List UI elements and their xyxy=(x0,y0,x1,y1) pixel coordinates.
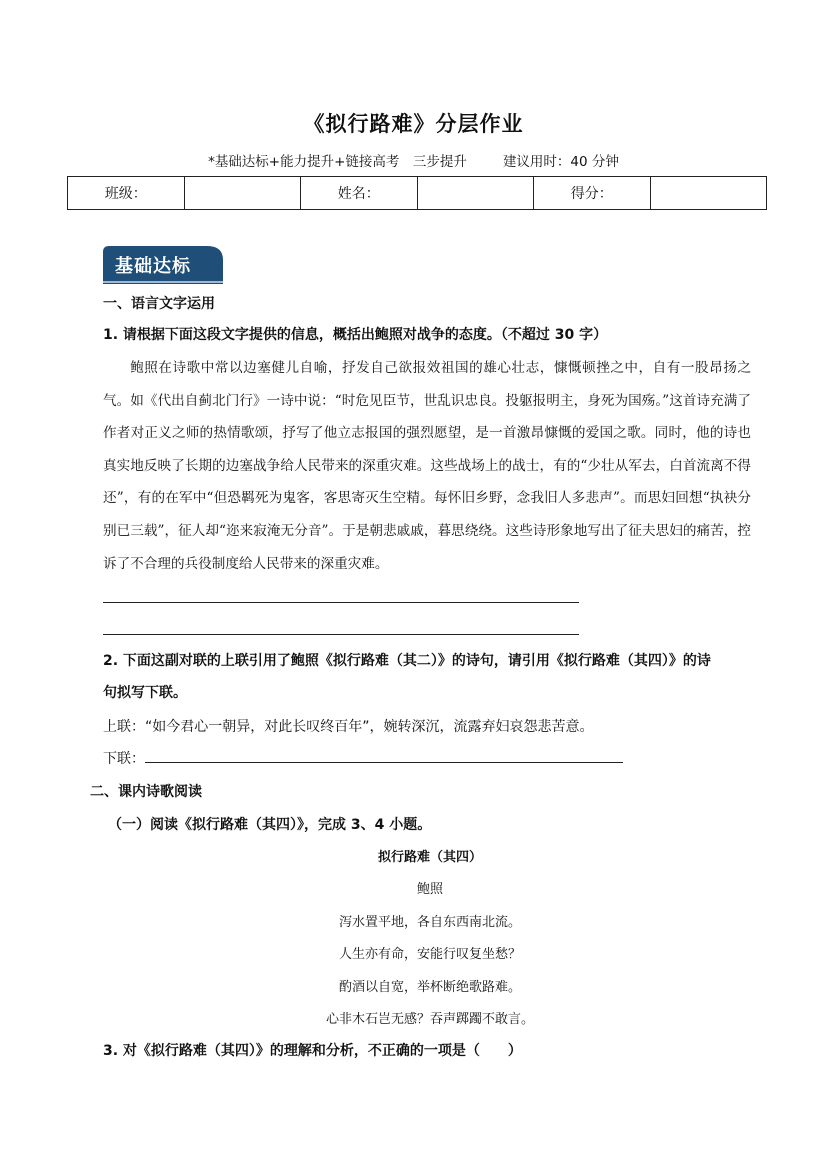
section2-heading: 二、课内诗歌阅读 xyxy=(90,784,202,800)
answer-line-2[interactable] xyxy=(103,634,579,635)
name-label: 姓名： xyxy=(301,177,418,210)
badge-label: 基础达标 xyxy=(115,256,191,277)
student-info-table xyxy=(67,176,767,210)
question-2-line2: 句拟写下联。 xyxy=(103,685,187,701)
question-1: 1. 请根据下面这段文字提供的信息，概括出鲍照对战争的态度。（不超过 30 字） xyxy=(103,327,608,343)
couplet-upper: 上联：“如今君心一朝异，对此长叹终百年”，婉转深沉，流露弃妇哀怨悲苦意。 xyxy=(103,719,594,735)
class-field[interactable] xyxy=(184,177,301,210)
page-title: 《拟行路难》分层作业 xyxy=(303,112,524,136)
question-1-passage: 鲍照在诗歌中常以边塞健儿自喻，抒发自己欲报效祖国的雄心壮志，慷慨顿挫之中，自有一股昂扬之气。如《代出自蓟北门行》一诗中说：“时危见臣节，世乱识忠良。投躯报明主，身死为国殇。”这首诗充满了作者对正义之师的热情歌颂，抒写了他立志报国的强烈愿望，是一首激昂慷慨的爱国之歌。同时，他的诗也真实地反映了长期的边塞战争给人民带来的深重灾难。这些战场上的战士，有的“少壮从军去，白首流离不得还”，有的在军中“但恐羁死为鬼客，客思寄灭生空精。每怀旧乡野，念我旧人多悲声”。而思妇回想“执袂分别已三载”，征人却“迩来寂淹无分音”。于是朝悲戚戚，暮思绕绕。这些诗形象地写出了征夫思妇的痛苦，控诉了不合理的兵役制度给人民带来的深重灾难。 xyxy=(103,360,751,572)
couplet-lower-label: 下联： xyxy=(103,751,145,767)
section-badge xyxy=(103,246,223,284)
poem-line: 泻水置平地，各自东西南北流。 xyxy=(338,915,521,930)
subtitle xyxy=(0,150,827,170)
couplet-lower xyxy=(103,748,623,768)
name-field[interactable] xyxy=(417,177,534,210)
class-label: 班级： xyxy=(68,177,185,210)
subtitle-steps: *基础达标+能力提升+链接高考 三步提升 xyxy=(208,154,467,170)
question-3: 3. 对《拟行路难（其四）》的理解和分析，不正确的一项是（ ） xyxy=(103,1043,522,1059)
answer-line-1[interactable] xyxy=(103,602,579,603)
poem-line: 酌酒以自宽，举杯断绝歌路难。 xyxy=(338,980,521,995)
section1-heading: 一、语言文字运用 xyxy=(103,296,215,312)
poem-author: 鲍照 xyxy=(416,882,443,897)
poem-title: 拟行路难（其四） xyxy=(377,850,482,865)
poem-line: 心非木石岂无感？吞声踯躅不敢言。 xyxy=(325,1012,534,1027)
score-field[interactable] xyxy=(650,177,767,210)
section2-sub: （一）阅读《拟行路难（其四）》，完成 3、4 小题。 xyxy=(108,817,432,833)
question-2-line1: 2. 下面这副对联的上联引用了鲍照《拟行路难（其二）》的诗句，请引用《拟行路难（其四）》的诗 xyxy=(103,653,711,669)
score-label: 得分： xyxy=(534,177,651,210)
couplet-lower-blank[interactable] xyxy=(145,750,623,763)
poem-line: 人生亦有命，安能行叹复坐愁？ xyxy=(338,947,521,962)
subtitle-time: 建议用时：40 分钟 xyxy=(502,154,619,170)
